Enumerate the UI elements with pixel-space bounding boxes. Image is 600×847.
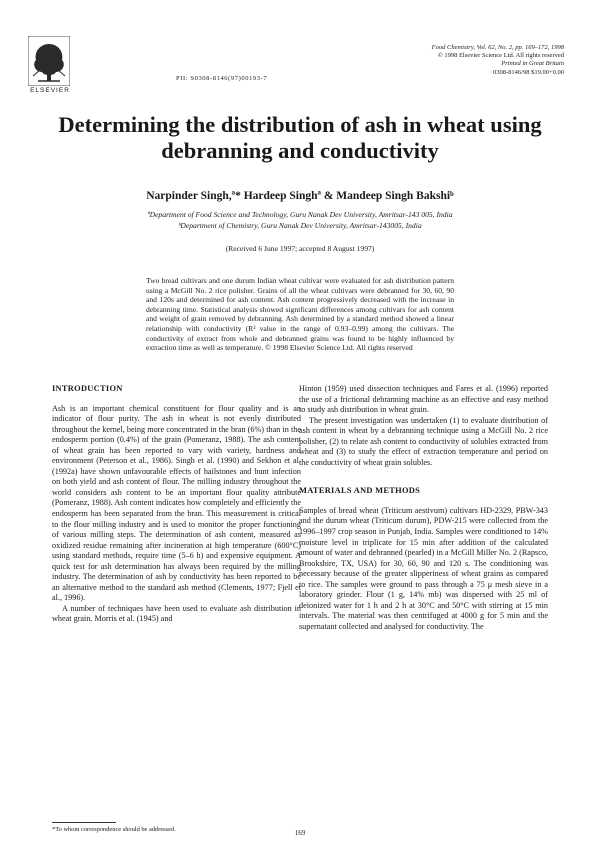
journal-citation: Food Chemistry, Vol. 62, No. 2, pp. 169–172, 1998: [431, 44, 564, 51]
journal-printed: Printed in Great Britain: [501, 60, 564, 68]
methods-paragraph-1: Samples of bread wheat (Triticum aestivum) cultivars HD-2329, PBW-343 and the durum wheat (Triticum durum), PDW-215 were collected from the 1996–1997 crop season in Punjab, India. Samples were conditioned to 14% moisture level in triplicate for 15 min after addition of the calculated amount of water and debranned (pearled) in a McGill Miller No. 2 (Rapsco, Brookshire, TX, USA) for 30, 60, 90 and 120 s. The conditioning was necessary because of the greater slipperiness of wheat grains as compared to rice. The samples were ground to pass through a 75 μ mesh sieve in a laboratory grinder. Flour (1 g, 14% mb) was dispersed with 25 ml of deionized water for 1 h and 2 h at 30°C and 50°C with stirring at 15 min intervals. The material was then centrifuged at 4000 g for 5 min and the supernatant collected and analysed for conductivity. The: [299, 505, 548, 631]
pii-code: PII: S0308-8146(97)00193-7: [176, 75, 268, 82]
intro-paragraph-2: A number of techniques have been used to evaluate ash distribution in wheat grain. Morris et al. (1945) and: [52, 603, 301, 624]
footnote: *To whom correspondence should be addressed.: [52, 826, 176, 833]
right-column: [299, 384, 548, 632]
elsevier-tree-icon: [28, 36, 70, 86]
article-title: Determining the distribution of ash in wheat using debranning and conductivity: [58, 112, 542, 163]
article-authors: Narpinder Singh,ª* Hardeep Singhª & Mandeep Singh Bakshiᵇ: [146, 190, 454, 202]
intro-paragraph-1: Ash is an important chemical constituent for flour quality and is an indicator of flour purity. The ash in wheat is not evenly distributed throughout the kernel, being more concentrated in the bran (6%) than in the endosperm portion (0.4%) of the grain (Pomeranz, 1988). The ash content of wheat grain has been reported to vary with variety, hardness and environment (Peterson et al., 1986). Singh et al. (1990) and Sekhon et al. (1992a) have shown unfavourable effects of hailstones and bunt infection on both yield and ash content of flour. The milling industry throughout the world considers ash content to be an important flour quality attribute (Pomeranz, 1988). Ash content indicates how completely and efficiently the endosperm has been separated from the bran. This measurement is critical to the flour milling industry and is used to monitor the proper functioning of various milling steps. The determination of ash content, measured as oxidized residue remaining after incineration at high temperature (600°C) using standard methods, require time (5–6 h) and expensive equipment. A quick test for ash determination has always been required by the milling industry. The determination of ash by conductivity has been reported to be an alternative method to the standard ash method (Clements, 1977; Fjell et al., 1996).: [52, 403, 301, 603]
methods-heading: MATERIALS AND METHODS: [299, 486, 421, 496]
journal-copyright: © 1998 Elsevier Science Ltd. All rights reserved: [437, 52, 564, 60]
journal-issn: 0308-8146/98 $19.00+0.00: [492, 68, 564, 76]
journal-info: [394, 44, 564, 77]
received-dates: (Received 6 June 1997; accepted 8 August 1997): [225, 244, 375, 253]
intro-paragraph-4: The present investigation was undertaken (1) to evaluate distribution of ash content in wheat by a debranning technique using a McGill No. 2 rice polisher, (2) to relate ash content to conductivity of solubles extracted from wheat and (3) to study the effect of extraction temperature and period on the conductivity of wheat grain solubles.: [299, 415, 548, 467]
intro-paragraph-3: Hinton (1959) used dissection techniques and Fares et al. (1996) reported the use of a frictional debranning machine as an effective and easy method to study ash distribution in wheat grain.: [299, 384, 548, 415]
left-column: [52, 384, 301, 625]
abstract: Two bread cultivars and one durum Indian wheat cultivar were evaluated for ash distribution pattern using a McGill No. 2 rice polisher. Grains of all the wheat cultivars were debranned for 30, 60, 90 and 120s and determined for ash content. Ash content progressively decreased with the increase in debranning time. Statistical analysis showed significant differences among cultivars for ash content and weight of grain removed by debranning. Ash determined by a standard method showed a linear relationship with conductivity (R² value in the range of 0.93–0.99) among the cultivars. The conductivity of extract from whole and debranned grains was found to be highly influenced by extraction time as well as temperature. © 1998 Elsevier Science Ltd. All rights reserved: [146, 276, 454, 353]
publisher-name: ELSEVIER: [30, 87, 70, 94]
affiliation-a: ªDepartment of Food Science and Technology, Guru Nanak Dev University, Amritsar-143 005, India: [147, 210, 453, 219]
affiliation-b: ᵇDepartment of Chemistry, Guru Nanak Dev University, Amritsar-143005, India: [178, 221, 422, 230]
introduction-heading: INTRODUCTION: [52, 384, 123, 393]
page-number: 169: [294, 829, 306, 837]
footnote-rule: [52, 822, 116, 823]
